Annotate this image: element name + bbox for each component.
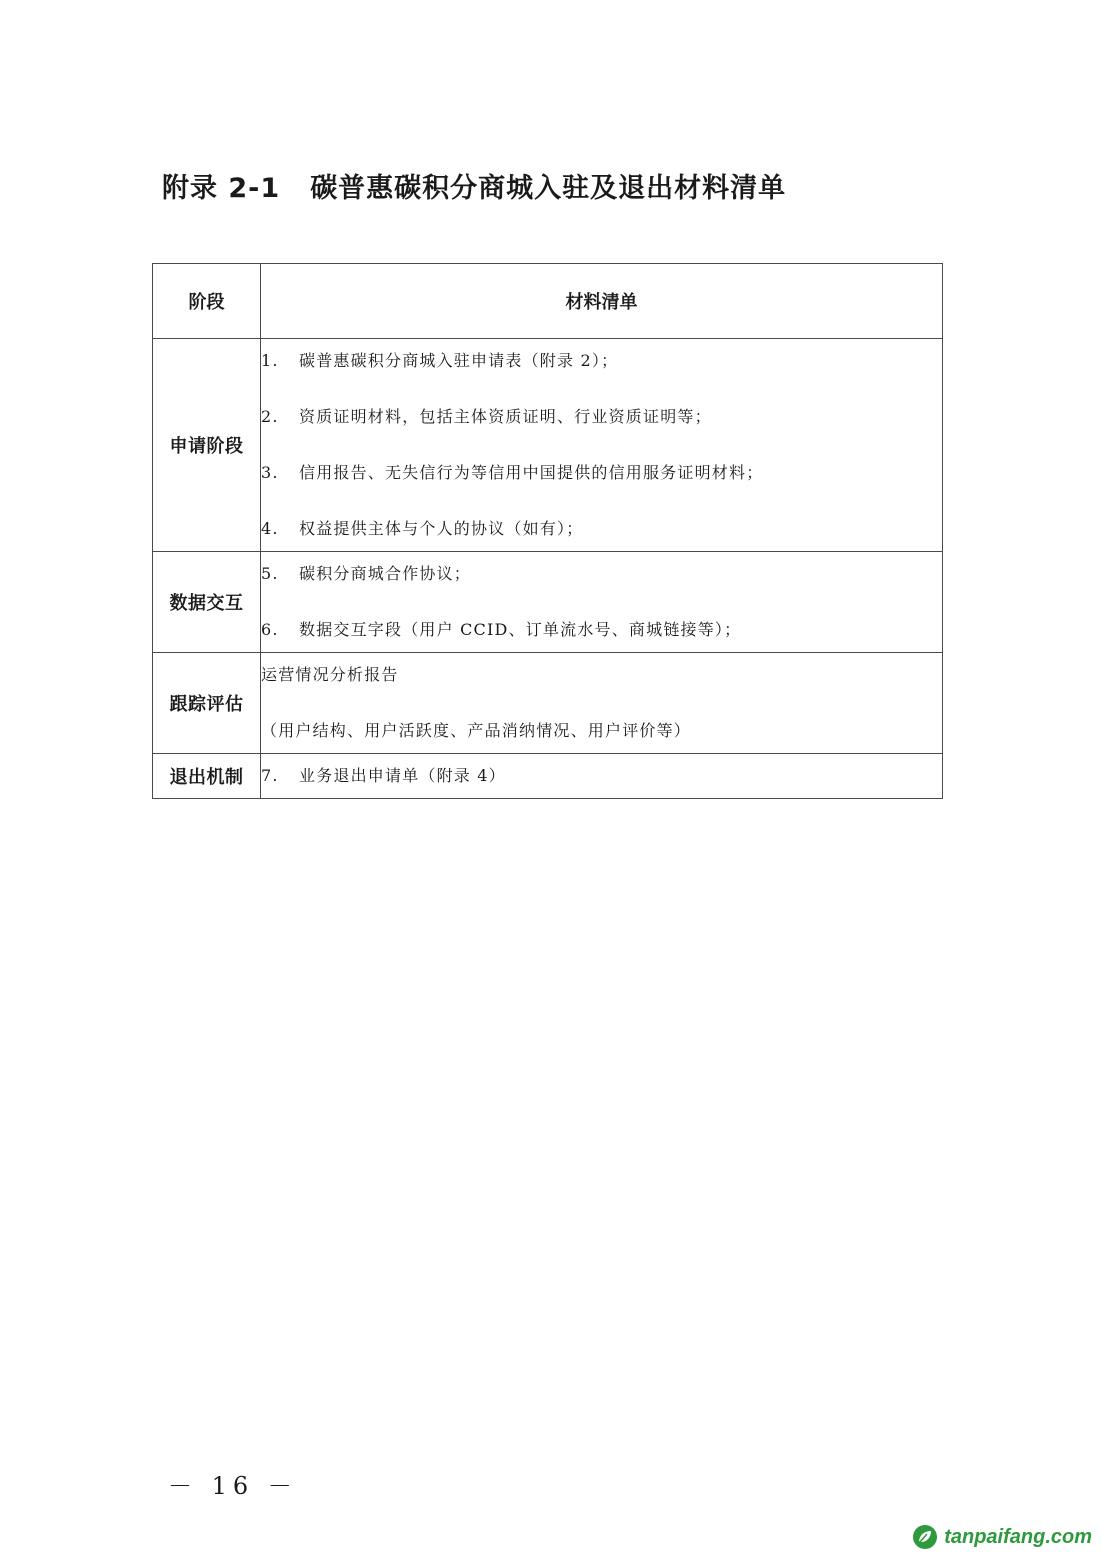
table-row — [153, 653, 943, 754]
item-number: 3. — [261, 463, 279, 482]
stage-cell: 数据交互 — [153, 552, 261, 653]
item-number: 5. — [261, 564, 279, 583]
leaf-logo-icon — [912, 1524, 938, 1550]
items-cell — [261, 552, 943, 653]
list-item — [261, 339, 942, 395]
title-text: 碳普惠碳积分商城入驻及退出材料清单 — [310, 173, 787, 204]
item-text: 运营情况分析报告 — [261, 665, 399, 684]
item-text: 碳普惠碳积分商城入驻申请表（附录 2）； — [299, 351, 619, 370]
header-materials: 材料清单 — [261, 264, 943, 339]
item-text: 碳积分商城合作协议； — [299, 564, 472, 583]
list-item — [261, 754, 942, 798]
table-row — [153, 754, 943, 799]
page-number: － 16 － — [168, 1472, 298, 1500]
stage-cell: 退出机制 — [153, 754, 261, 799]
item-number: 1. — [261, 351, 279, 370]
item-text: 数据交互字段（用户 CCID、订单流水号、商城链接等）； — [299, 620, 742, 639]
item-number: 6. — [261, 620, 279, 639]
table-row — [153, 552, 943, 653]
watermark — [912, 1524, 1092, 1550]
list-item — [261, 552, 942, 608]
item-number: 2. — [261, 407, 279, 426]
item-text: 资质证明材料，包括主体资质证明、行业资质证明等； — [299, 407, 712, 426]
item-text: 业务退出申请单（附录 4） — [299, 766, 506, 785]
table-header-row — [153, 264, 943, 339]
item-text: （用户结构、用户活跃度、产品消纳情况、用户评价等） — [261, 721, 692, 740]
item-number: 4. — [261, 519, 279, 538]
list-item — [261, 451, 942, 507]
stage-cell: 申请阶段 — [153, 339, 261, 552]
item-text: 权益提供主体与个人的协议（如有）； — [299, 519, 584, 538]
item-number: 7. — [261, 766, 279, 785]
page-title — [162, 166, 786, 205]
header-stage: 阶段 — [153, 264, 261, 339]
stage-cell: 跟踪评估 — [153, 653, 261, 754]
list-item — [261, 608, 942, 652]
items-cell — [261, 754, 943, 799]
table-row — [153, 339, 943, 552]
materials-table — [152, 263, 943, 799]
list-item — [261, 709, 942, 753]
list-item — [261, 653, 942, 709]
items-cell — [261, 339, 943, 552]
title-prefix: 附录 2-1 — [162, 173, 281, 204]
item-text: 信用报告、无失信行为等信用中国提供的信用服务证明材料； — [299, 463, 764, 482]
list-item — [261, 507, 942, 551]
list-item — [261, 395, 942, 451]
watermark-text: tanpaifang.com — [944, 1525, 1092, 1548]
items-cell — [261, 653, 943, 754]
